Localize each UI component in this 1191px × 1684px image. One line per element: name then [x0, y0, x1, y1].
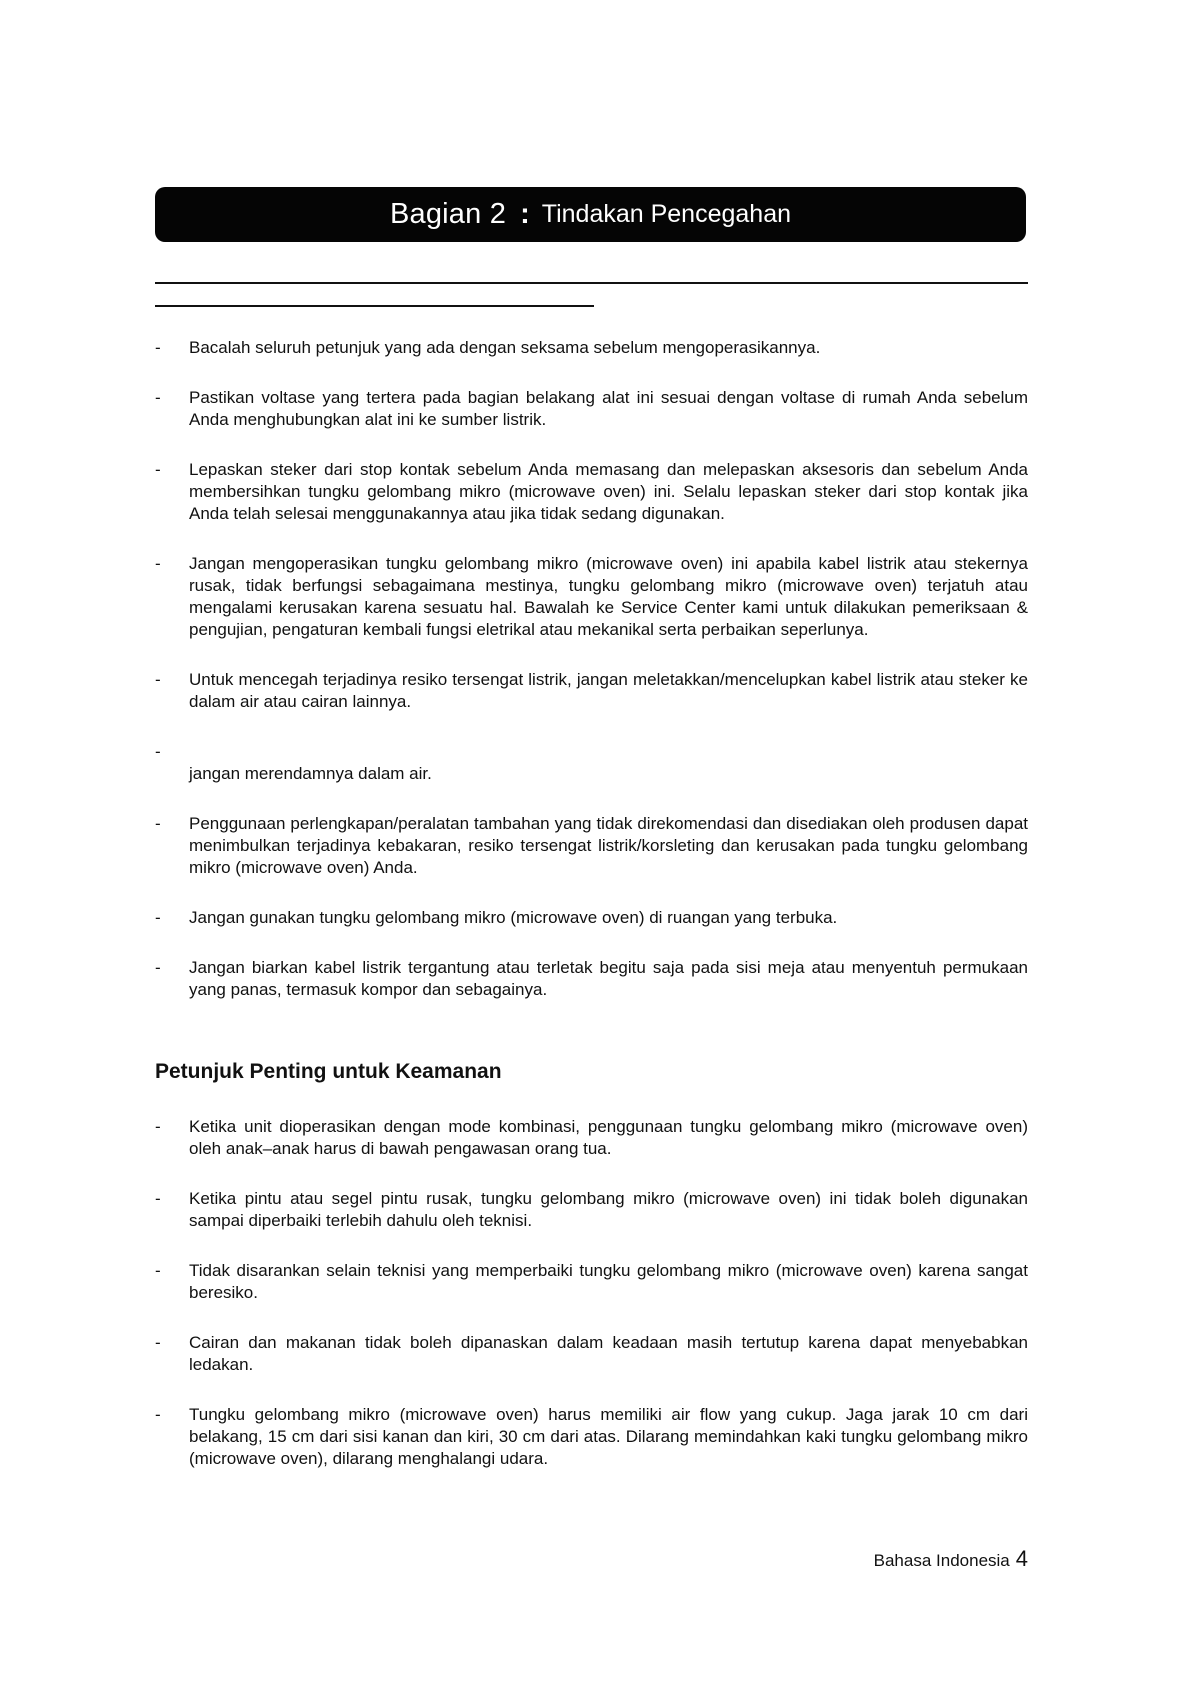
list-marker: - [155, 908, 161, 927]
safety-heading: Petunjuk Penting untuk Keamanan [155, 1060, 502, 1083]
list-marker: - [155, 1333, 161, 1352]
list-item-text: Tidak disarankan selain teknisi yang memperbaiki tungku gelombang mikro (microwave oven) karena sangat beresiko. [189, 1261, 1028, 1302]
list-item [155, 1332, 1028, 1376]
list-item [155, 1116, 1028, 1160]
list-item-text: Ketika unit dioperasikan dengan mode kombinasi, penggunaan tungku gelombang mikro (microwave oven) oleh anak–anak harus di bawah pengawasan orang tua. [189, 1117, 1028, 1158]
list-marker: - [155, 338, 161, 357]
list-marker: - [155, 958, 161, 977]
list-marker: - [155, 460, 161, 479]
list-item-text: Untuk mencegah terjadinya resiko tersengat listrik, jangan meletakkan/mencelupkan kabel listrik atau steker ke dalam air atau cairan lainnya. [189, 670, 1028, 711]
list-item-text: Lepaskan steker dari stop kontak sebelum Anda memasang dan melepaskan aksesoris dan sebelum Anda membersihkan tungku gelombang mikro (microwave oven) ini. Selalu lepaskan steker dari stop kontak jika Anda telah selesai menggunakannya atau jika tidak sedang digunakan. [189, 460, 1028, 523]
list-item [155, 553, 1028, 641]
list-item-text: Jangan mengoperasikan tungku gelombang mikro (microwave oven) ini apabila kabel listrik atau stekernya rusak, tidak berfungsi sebagaimana mestinya, tungku gelombang mikro (microwave oven) terjatuh atau mengalami kerusakan karena sesuatu hal. Bawalah ke Service Center kami untuk dilakukan pemeriksaan & pengujian, pengaturan kembali fungsi eletrikal atau mekanikal serta perbaikan seperlunya. [189, 554, 1028, 639]
section-colon: : [520, 198, 530, 230]
list-marker: - [155, 742, 161, 761]
page-number: 4 [1015, 1546, 1028, 1571]
safety-list [155, 1116, 1028, 1498]
list-item [155, 669, 1028, 713]
list-item-text: Jangan biarkan kabel listrik tergantung atau terletak begitu saja pada sisi meja atau menyentuh permukaan yang panas, termasuk kompor dan sebagainya. [189, 958, 1028, 999]
precautions-list [155, 337, 1028, 1029]
list-marker: - [155, 670, 161, 689]
list-item [155, 1188, 1028, 1232]
divider-short [155, 305, 594, 307]
list-marker: - [155, 814, 161, 833]
list-item [155, 1404, 1028, 1470]
list-item-text: Ketika pintu atau segel pintu rusak, tungku gelombang mikro (microwave oven) ini tidak boleh digunakan sampai diperbaiki terlebih dahulu oleh teknisi. [189, 1189, 1028, 1230]
list-marker: - [155, 554, 161, 573]
section-title: Tindakan Pencegahan [541, 200, 792, 228]
list-item [155, 1260, 1028, 1304]
list-marker: - [155, 1189, 161, 1208]
page-footer [874, 1546, 1028, 1572]
list-item [155, 387, 1028, 431]
list-item-text: Jangan gunakan tungku gelombang mikro (microwave oven) di ruangan yang terbuka. [189, 908, 838, 927]
list-item [155, 957, 1028, 1001]
list-item [155, 459, 1028, 525]
list-item [155, 813, 1028, 879]
list-marker: - [155, 1117, 161, 1136]
divider-long [155, 282, 1028, 284]
list-item-text: Tungku gelombang mikro (microwave oven) harus memiliki air flow yang cukup. Jaga jarak 10 cm dari belakang, 15 cm dari sisi kanan dan kiri, 30 cm dari atas. Dilarang memindahkan kaki tungku gelombang mikro (microwave oven), dilarang menghalangi udara. [189, 1405, 1028, 1468]
list-marker: - [155, 388, 161, 407]
list-item-text: Penggunaan perlengkapan/peralatan tambahan yang tidak direkomendasi dan disediakan oleh produsen dapat menimbulkan terjadinya kebakaran, resiko tersengat listrik/korsleting dan kerusakan pada tungku gelombang mikro (microwave oven) Anda. [189, 814, 1028, 877]
list-marker: - [155, 1405, 161, 1424]
list-item [155, 907, 1028, 929]
list-item-text: Pastikan voltase yang tertera pada bagian belakang alat ini sesuai dengan voltase di rumah Anda sebelum Anda menghubungkan alat ini ke sumber listrik. [189, 388, 1028, 429]
list-item-text: jangan merendamnya dalam air. [189, 764, 432, 783]
section-header-bar [155, 187, 1026, 242]
list-item-text: Bacalah seluruh petunjuk yang ada dengan seksama sebelum mengoperasikannya. [189, 338, 821, 357]
list-item [155, 337, 1028, 359]
list-marker: - [155, 1261, 161, 1280]
list-item [155, 741, 1028, 785]
section-number: Bagian 2 [389, 198, 507, 230]
footer-language: Bahasa Indonesia [873, 1551, 1010, 1570]
list-item-text: Cairan dan makanan tidak boleh dipanaskan dalam keadaan masih tertutup karena dapat menyebabkan ledakan. [189, 1333, 1028, 1374]
